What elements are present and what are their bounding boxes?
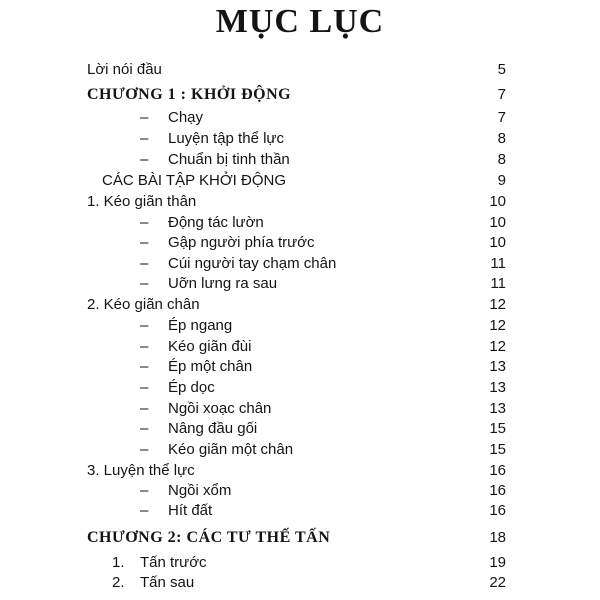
chapter-title: CHƯƠNG 2: CÁC TƯ THẾ TẤN (87, 529, 331, 546)
toc-entry-dash: – (140, 441, 149, 458)
toc-entry-page: 9 (497, 172, 506, 189)
toc-entry-page: 10 (489, 193, 506, 210)
toc-entry-label: 3. Luyện thể lực (87, 462, 195, 479)
toc-entry (0, 398, 600, 420)
toc-entry-page: 19 (489, 554, 506, 571)
toc-entry-number: 2. (112, 574, 125, 591)
toc-entry-label: Ép một chân (168, 358, 253, 375)
page-title: MỤC LỤC (215, 3, 385, 40)
toc-entry-page: 16 (489, 462, 506, 479)
toc-entry-dash: – (140, 130, 149, 147)
toc-entry (0, 572, 600, 594)
toc-entry-dash: – (140, 275, 149, 292)
toc-entry-page: 15 (489, 420, 506, 437)
toc-entry (0, 170, 600, 192)
toc-entry (0, 212, 600, 234)
toc-entry-page: 10 (489, 214, 506, 231)
toc-entry-dash: – (140, 338, 149, 355)
toc-entry (0, 377, 600, 399)
toc-entry-label: Ngồi xổm (168, 482, 232, 499)
toc-entry-page: 13 (489, 379, 506, 396)
toc-entry (0, 418, 600, 440)
toc-entry (0, 232, 600, 254)
toc-entry (0, 480, 600, 502)
toc-entry-page: 7 (497, 86, 506, 103)
toc-entry-dash: – (140, 234, 149, 251)
toc-entry-label: Chạy (168, 109, 204, 126)
toc-entry-page: 13 (489, 400, 506, 417)
toc-entry-page: 12 (489, 317, 506, 334)
toc-entry-label: 1. Kéo giãn thân (87, 193, 197, 210)
toc-entry-dash: – (140, 109, 149, 126)
toc-entry-page: 11 (490, 255, 506, 272)
toc-entry (0, 84, 600, 106)
toc-entry-label: Ép ngang (168, 317, 233, 334)
toc-entry-page: 12 (489, 338, 506, 355)
toc-entry-dash: – (140, 502, 149, 519)
toc-entry-label: Luyện tập thể lực (168, 130, 284, 147)
toc-entry-number: 1. (112, 554, 125, 571)
toc-entry-page: 12 (489, 296, 506, 313)
toc-entry-dash: – (140, 151, 149, 168)
toc-entry-dash: – (140, 358, 149, 375)
toc-entry (0, 460, 600, 482)
toc-entry (0, 253, 600, 275)
toc-entry-page: 16 (489, 502, 506, 519)
toc-entry-label: Chuẩn bị tinh thần (168, 151, 290, 168)
toc-entry (0, 107, 600, 129)
toc-entry (0, 527, 600, 549)
toc-entry-label: Ngồi xoạc chân (168, 400, 272, 417)
toc-entry-label: Động tác lườn (168, 214, 264, 231)
chapter-title: CHƯƠNG 1 : KHỞI ĐỘNG (87, 86, 292, 103)
toc-entry-label: CÁC BÀI TẬP KHỞI ĐỘNG (102, 172, 287, 189)
toc-entry-page: 8 (497, 151, 506, 168)
toc-entry (0, 552, 600, 574)
toc-entry-dash: – (140, 317, 149, 334)
toc-entry-label: 2. Kéo giãn chân (87, 296, 200, 313)
toc-entry (0, 315, 600, 337)
toc-entry (0, 59, 600, 81)
toc-entry-label: Kéo giãn đùi (168, 338, 252, 355)
toc-entry-label: Gập người phía trước (168, 234, 315, 251)
toc-entry-page: 16 (489, 482, 506, 499)
toc-entry-page: 22 (489, 574, 506, 591)
toc-entry-page: 18 (489, 529, 506, 546)
toc-entry (0, 128, 600, 150)
toc-entry (0, 439, 600, 461)
toc-entry (0, 336, 600, 358)
toc-entry-page: 13 (489, 358, 506, 375)
toc-entry-dash: – (140, 420, 149, 437)
toc-entry (0, 356, 600, 378)
toc-entry-label: Tấn trước (140, 554, 207, 571)
toc-entry-label: Lời nói đầu (87, 61, 162, 78)
toc-entry-page: 10 (489, 234, 506, 251)
toc-entry-page: 15 (489, 441, 506, 458)
toc-entry-label: Cúi người tay chạm chân (168, 255, 337, 272)
toc-entry (0, 294, 600, 316)
toc-entry (0, 191, 600, 213)
toc-entry-page: 11 (490, 275, 506, 292)
toc-entry-page: 5 (497, 61, 506, 78)
toc-entry-label: Tấn sau (140, 574, 195, 591)
toc-entry-label: Kéo giãn một chân (168, 441, 294, 458)
toc-entry (0, 273, 600, 295)
toc-entry-label: Ép dọc (168, 379, 215, 396)
toc-entry-label: Hít đất (168, 502, 213, 519)
toc-entry-dash: – (140, 482, 149, 499)
toc-entry-dash: – (140, 214, 149, 231)
toc-entry-page: 7 (497, 109, 506, 126)
toc-entry (0, 500, 600, 522)
toc-entry-label: Uỡn lưng ra sau (168, 275, 278, 292)
toc-entry-dash: – (140, 400, 149, 417)
toc-entry-page: 8 (497, 130, 506, 147)
toc-entry (0, 149, 600, 171)
toc-entry-label: Nâng đầu gối (168, 420, 258, 437)
toc-entry-dash: – (140, 379, 149, 396)
toc-entry-dash: – (140, 255, 149, 272)
